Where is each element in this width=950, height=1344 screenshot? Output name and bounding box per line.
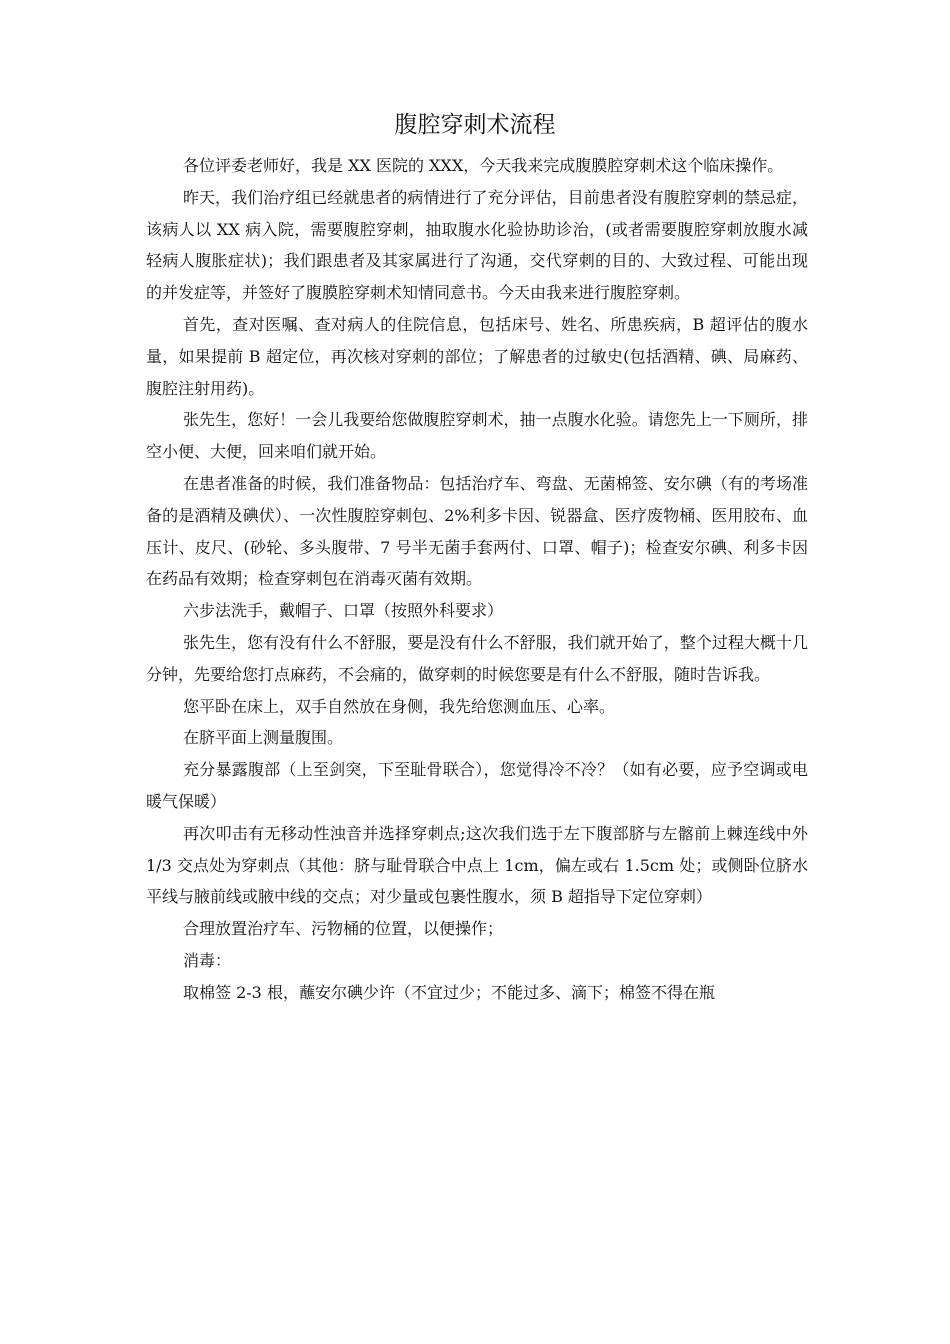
paragraph-assessment: 昨天，我们治疗组已经就患者的病情进行了充分评估，目前患者没有腹腔穿刺的禁忌症，该病人以 XX 病入院，需要腹腔穿刺，抽取腹水化验协助诊治，(或者需要腹腔穿刺放腹水减轻病人腹胀症状)；我们跟患者及其家属进行了沟通，交代穿刺的目的、大致过程、可能出现的并发症等，并签好了腹膜腔穿刺术知情同意书。今天由我来进行腹腔穿刺。 (146, 187, 808, 303)
paragraph-puncture-site: 再次叩击有无移动性浊音并选择穿刺点;这次我们选于左下腹部脐与左髂前上棘连线中外 1/3 交点处为穿刺点（其他：脐与耻骨联合中点上 1cm，偏左或右 1.5cm 处；或侧卧位脐水平线与腋前线或腋中线的交点；对少量或包裹性腹水，须 B 超指导下定位穿刺） (146, 823, 808, 907)
paragraph-vitals: 您平卧在床上，双手自然放在身侧，我先给您测血压、心率。 (183, 696, 616, 716)
document-title: 腹腔穿刺术流程 (394, 112, 556, 138)
paragraph-greeting: 各位评委老师好，我是 XX 医院的 XXX，今天我来完成腹膜腔穿刺术这个临床操作。 (183, 156, 784, 175)
paragraph-patient-instruction: 张先生，您好！一会儿我要给您做腹腔穿刺术，抽一点腹水化验。请您先上一下厕所，排空小便、大便，回来咱们就开始。 (146, 410, 808, 462)
document-body (146, 150, 808, 1009)
paragraph-verification: 首先，查对医嘱、查对病人的住院信息，包括床号、姓名、所患疾病，B 超评估的腹水量，如果提前 B 超定位，再次核对穿刺的部位；了解患者的过敏史(包括酒精、碘、局麻药、腹腔注射用药)。 (146, 314, 808, 398)
paragraph-patient-communication: 张先生，您有没有什么不舒服，要是没有什么不舒服，我们就开始了，整个过程大概十几分钟，先要给您打点麻药，不会痛的，做穿刺的时候您要是有什么不舒服，随时告诉我。 (146, 632, 808, 684)
paragraph-exposure: 充分暴露腹部（上至剑突，下至耻骨联合），您觉得冷不冷？（如有必要，应予空调或电暖气保暖） (146, 760, 808, 811)
paragraph-positioning: 合理放置治疗车、污物桶的位置，以便操作； (183, 919, 504, 939)
paragraph-abdominal-girth: 在脐平面上测量腹围。 (183, 728, 344, 748)
paragraph-disinfection-step: 取棉签 2-3 根，蘸安尔碘少许（不宜过少；不能过多、滴下；棉签不得在瓶 (183, 982, 715, 1002)
paragraph-disinfection-heading: 消毒： (183, 950, 232, 970)
paragraph-supplies: 在患者准备的时候，我们准备物品：包括治疗车、弯盘、无菌棉签、安尔碘（有的考场准备的是酒精及碘伏）、一次性腹腔穿刺包、2%利多卡因、锐器盒、医疗废物桶、医用胶布、血压计、皮尺、(砂轮、多头腹带、7 号半无菌手套两付、口罩、帽子)；检查安尔碘、利多卡因在药品有效期；检查穿刺包在消毒灭菌有效期。 (146, 473, 808, 589)
paragraph-handwashing: 六步法洗手，戴帽子、口罩（按照外科要求） (183, 601, 504, 621)
